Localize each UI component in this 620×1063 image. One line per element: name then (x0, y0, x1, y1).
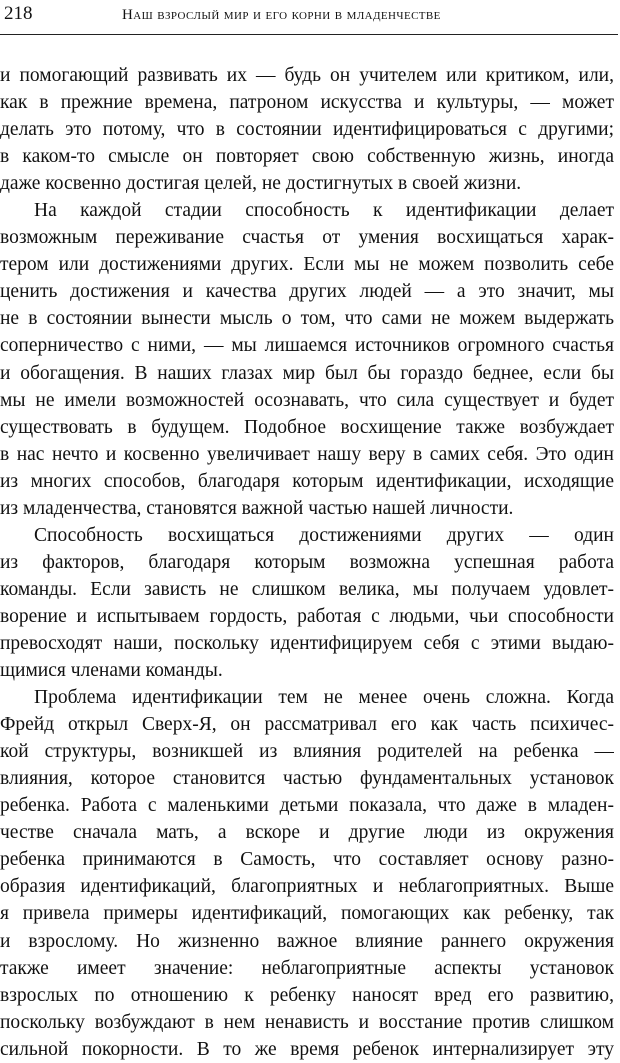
text-line: и обогащения. В наших глазах мир был бы гораздо беднее, если бы (0, 362, 614, 384)
text-line: также имеет значение: неблагоприятные аспекты установок (0, 957, 614, 979)
text-line: и помогающий развивать их — будь он учителем или критиком, или, (0, 65, 614, 86)
paragraph-first-line: Проблема идентификации тем не менее очень сложна. Когда (34, 687, 614, 709)
text-line: не в состоянии вынести мысль о том, что сами не можем выдержать (0, 308, 614, 330)
text-line: из младенчества, становятся важной частью нашей личности. (0, 497, 514, 519)
text-line: делать это потому, что в состоянии идентифицироваться с другими; (0, 119, 614, 141)
text-line: влияния, которое становится частью фундаментальных установок (0, 768, 614, 790)
text-line: в каком-то смысле он повторяет свою собственную жизнь, иногда (0, 146, 614, 168)
text-line: кой структуры, возникшей из влияния родителей на ребенка — (0, 741, 614, 763)
paragraph-first-line: Способность восхищаться достижениями других — один (34, 524, 614, 546)
running-head (4, 2, 614, 30)
text-line: превосходят наши, поскольку идентифицируем себя с этими выдаю- (0, 632, 614, 654)
paragraph-first-line: На каждой стадии способность к идентификации делает (34, 200, 614, 222)
text-line: соперничество с ними, — мы лишаемся источников огромного счастья (0, 335, 614, 357)
text-line: Фрейд открыл Сверх-Я, он рассматривал его как часть психичес- (0, 714, 614, 736)
text-line: щимися членами команды. (0, 660, 223, 682)
text-line: ворение и испытываем гордость, работая с людьми, чьи способности (0, 605, 614, 627)
text-line: в нас нечто и косвенно увеличивает нашу веру в самих себя. Это один (0, 443, 614, 465)
text-line: ценить достижения и качества других людей — а это значит, мы (0, 281, 614, 303)
text-line: я привела примеры идентификаций, помогающих как ребенку, так (0, 903, 614, 925)
text-line: честве сначала мать, а вскоре и другие люди из окружения (0, 822, 614, 844)
text-line: команды. Если зависть не слишком велика, мы получаем удовлет- (0, 578, 614, 600)
text-line: возможным переживание счастья от умения восхищаться харак- (0, 227, 614, 249)
text-line: из многих способов, благодаря которым идентификации, исходящие (0, 470, 614, 492)
text-line: образия идентификаций, благоприятных и неблагоприятных. Выше (0, 876, 614, 898)
page-number: 218 (4, 3, 33, 24)
text-line: мы не имели возможностей осознавать, что сила существует и будет (0, 389, 614, 411)
running-head-title: Наш взрослый мир и его корни в младенчестве (122, 7, 441, 23)
text-line: поскольку возбуждают в нем ненависть и восстание против слишком (0, 1011, 614, 1033)
text-line: из факторов, благодаря которым возможна успешная работа (0, 551, 614, 573)
text-line: и взрослому. Но жизненно важное влияние раннего окружения (0, 930, 614, 952)
text-line: как в прежние времена, патроном искусства и культуры, — может (0, 92, 614, 114)
header-divider (0, 34, 618, 35)
text-line: ребенка принимаются в Самость, что составляет основу разно- (0, 849, 614, 871)
text-line: тером или достижениями других. Если мы не можем позволить себе (0, 254, 614, 276)
body-text (0, 62, 618, 1063)
text-line: существовать в будущем. Подобное восхищение также возбуждает (0, 416, 614, 438)
text-line: сильной покорности. В то же время ребенок интернализирует эту (0, 1038, 614, 1060)
text-line: ребенка. Работа с маленькими детьми показала, что даже в младен- (0, 795, 614, 817)
text-line: даже косвенно достигая целей, не достигнутых в своей жизни. (0, 173, 522, 195)
text-line: взрослых по отношению к ребенку наносят вред его развитию, (0, 984, 614, 1006)
